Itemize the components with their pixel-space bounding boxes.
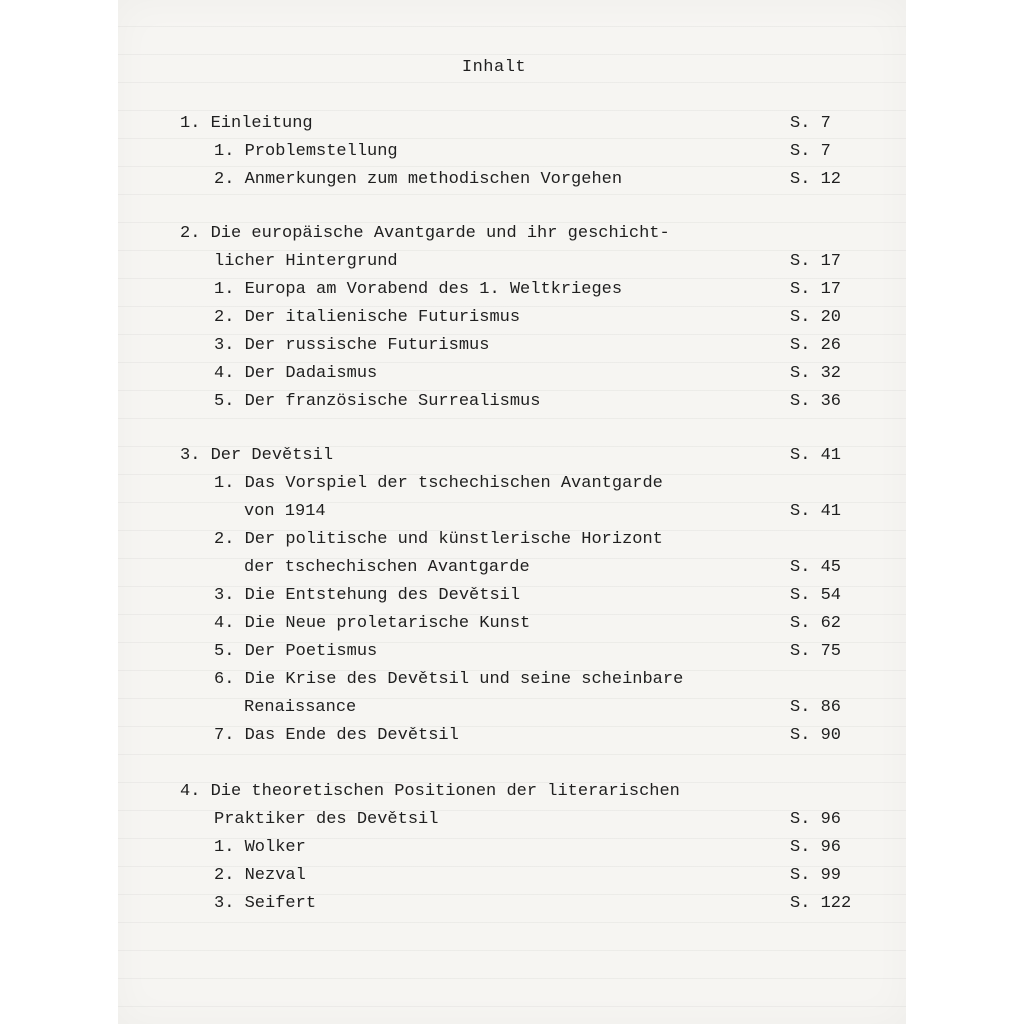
toc-entry-page: S. 41 bbox=[790, 502, 842, 521]
toc-entry-title: 2. Nezval bbox=[214, 866, 306, 885]
toc-entry-title: Renaissance bbox=[244, 698, 357, 717]
toc-entry-title: 5. Der Poetismus bbox=[214, 642, 378, 661]
toc-entry-page: S. 12 bbox=[790, 170, 842, 189]
toc-entry-page: S. 26 bbox=[790, 336, 842, 355]
table-of-contents bbox=[118, 0, 906, 1024]
toc-entry-title: von 1914 bbox=[244, 502, 326, 521]
toc-entry-page: S. 75 bbox=[790, 642, 842, 661]
toc-entry-page: S. 32 bbox=[790, 364, 842, 383]
toc-entry-title: 3. Der Devětsil bbox=[180, 446, 334, 465]
toc-entry-title: 1. Europa am Vorabend des 1. Weltkrieges bbox=[214, 280, 623, 299]
toc-entry-title: licher Hintergrund bbox=[214, 252, 398, 271]
toc-entry-title: 3. Die Entstehung des Devětsil bbox=[214, 586, 521, 605]
toc-entry-page: S. 96 bbox=[790, 838, 842, 857]
toc-entry-title: 4. Die theoretischen Positionen der literarischen bbox=[180, 782, 680, 801]
toc-entry-title: 3. Der russische Futurismus bbox=[214, 336, 490, 355]
toc-entry-title: 7. Das Ende des Devětsil bbox=[214, 726, 459, 745]
toc-entry-page: S. 96 bbox=[790, 810, 842, 829]
toc-entry-page: S. 99 bbox=[790, 866, 842, 885]
toc-entry-page: S. 122 bbox=[790, 894, 852, 913]
toc-entry-page: S. 17 bbox=[790, 252, 842, 271]
toc-entry-title: 1. Das Vorspiel der tschechischen Avantgarde bbox=[214, 474, 663, 493]
toc-entry-page: S. 7 bbox=[790, 114, 831, 133]
toc-entry-title: 2. Der italienische Futurismus bbox=[214, 308, 521, 327]
toc-entry-title: der tschechischen Avantgarde bbox=[244, 558, 530, 577]
toc-entry-page: S. 62 bbox=[790, 614, 842, 633]
toc-entry-title: 1. Einleitung bbox=[180, 114, 313, 133]
toc-entry-title: 5. Der französische Surrealismus bbox=[214, 392, 541, 411]
toc-entry-page: S. 20 bbox=[790, 308, 842, 327]
toc-entry-page: S. 54 bbox=[790, 586, 842, 605]
toc-entry-title: Praktiker des Devětsil bbox=[214, 810, 439, 829]
toc-entry-title: 4. Der Dadaismus bbox=[214, 364, 378, 383]
toc-entry-page: S. 41 bbox=[790, 446, 842, 465]
page-title: Inhalt bbox=[461, 58, 527, 77]
toc-entry-page: S. 36 bbox=[790, 392, 842, 411]
document-page bbox=[118, 0, 906, 1024]
toc-entry-page: S. 7 bbox=[790, 142, 831, 161]
toc-entry-title: 1. Problemstellung bbox=[214, 142, 398, 161]
toc-entry-page: S. 17 bbox=[790, 280, 842, 299]
toc-entry-title: 4. Die Neue proletarische Kunst bbox=[214, 614, 531, 633]
toc-entry-title: 1. Wolker bbox=[214, 838, 306, 857]
toc-entry-title: 2. Der politische und künstlerische Horizont bbox=[214, 530, 663, 549]
toc-entry-page: S. 45 bbox=[790, 558, 842, 577]
toc-entry-title: 3. Seifert bbox=[214, 894, 317, 913]
toc-entry-title: 2. Die europäische Avantgarde und ihr geschicht- bbox=[180, 224, 670, 243]
toc-entry-page: S. 86 bbox=[790, 698, 842, 717]
toc-entry-title: 2. Anmerkungen zum methodischen Vorgehen bbox=[214, 170, 623, 189]
toc-entry-page: S. 90 bbox=[790, 726, 842, 745]
toc-entry-title: 6. Die Krise des Devětsil und seine scheinbare bbox=[214, 670, 684, 689]
